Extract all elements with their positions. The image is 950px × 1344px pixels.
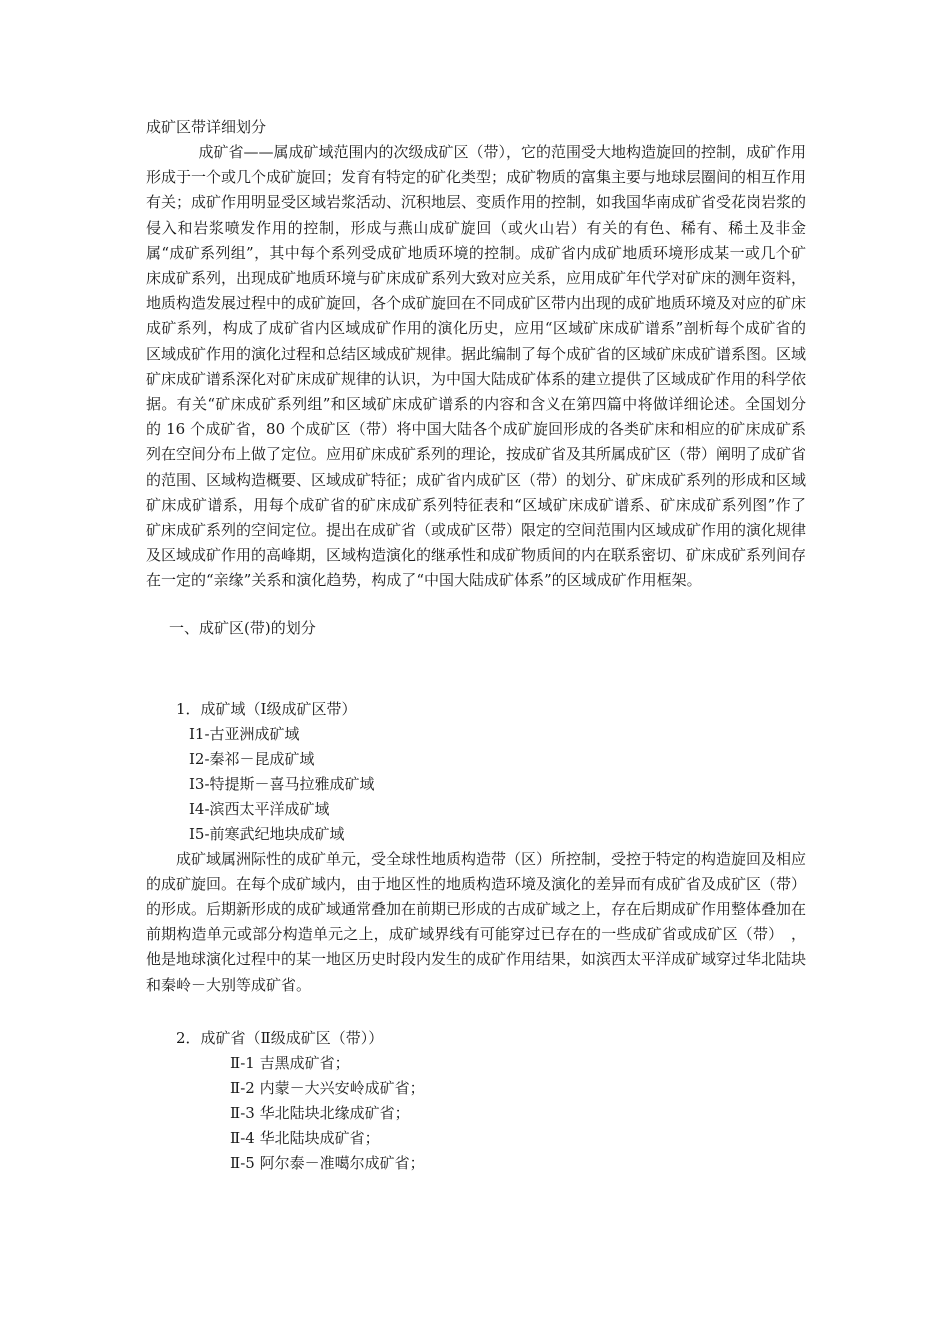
document-title: 成矿区带详细划分 xyxy=(146,118,267,136)
list-item: Ⅱ-3 华北陆块北缘成矿省； xyxy=(230,1103,410,1122)
list-item: Ⅱ-4 华北陆块成矿省； xyxy=(230,1128,380,1147)
list-item: Ⅰ3-特提斯－喜马拉雅成矿域 xyxy=(189,774,375,793)
list-item: Ⅰ1-古亚洲成矿域 xyxy=(189,724,300,743)
list-item: Ⅱ-1 吉黑成矿省； xyxy=(230,1053,350,1072)
intro-paragraph: 成矿省——属成矿域范围内的次级成矿区（带），它的范围受大地构造旋回的控制，成矿作用形成于一个或几个成矿旋回；发育有特定的矿化类型；成矿物质的富集主要与地球层圈间的相互作用有关；成矿作用明显受区域岩浆活动、沉积地层、变质作用的控制，如我国华南成矿省受花岗岩浆的侵入和岩浆喷发作用的控制，形成与燕山成矿旋回（或火山岩）有关的有色、稀有、稀土及非金属“成矿系列组”，其中每个系列受成矿地质环境的控制。成矿省内成矿地质环境形成某一或几个矿床成矿系列，出现成矿地质环境与矿床成矿系列大致对应关系，应用成矿年代学对矿床的测年资料，地质构造发展过程中的成矿旋回，各个成矿旋回在不同成矿区带内出现的成矿地质环境及对应的矿床成矿系列，构成了成矿省内区域成矿作用的演化历史，应用“区域矿床成矿谱系”剖析每个成矿省的区域成矿作用的演化过程和总结区域成矿规律。据此编制了每个成矿省的区域矿床成矿谱系图。区域矿床成矿谱系深化对矿床成矿规律的认识，为中国大陆成矿体系的建立提供了区域成矿作用的科学依据。有关“矿床成矿系列组”和区域矿床成矿谱系的内容和含义在第四篇中将做详细论述。全国划分的 16 个成矿省，80 个成矿区（带）将中国大陆各个成矿旋回形成的各类矿床和相应的矿床成矿系列在空间分布上做了定位。应用矿床成矿系列的理论，按成矿省及其所属成矿区（带）阐明了成矿省的范围、区域构造概要、区域成矿特征；成矿省内成矿区（带）的划分、矿床成矿系列的形成和区域矿床成矿谱系，用每个成矿省的矿床成矿系列特征表和“区域矿床成矿谱系、矿床成矿系列图”作了矿床成矿系列的空间定位。提出在成矿省（或成矿区带）限定的空间范围内区域成矿作用的演化规律及区域成矿作用的高峰期，区域构造演化的继承性和成矿物质间的内在联系密切、矿床成矿系列间存在一定的“亲缘”关系和演化趋势，构成了“中国大陆成矿体系”的区域成矿作用框架。 xyxy=(146,143,807,590)
list-item: Ⅱ-2 内蒙－大兴安岭成矿省； xyxy=(230,1078,425,1097)
list-item: Ⅱ-5 阿尔泰－准噶尔成矿省； xyxy=(230,1153,425,1172)
section-heading: 一、成矿区(带)的划分 xyxy=(169,618,316,637)
domain-list xyxy=(189,722,806,847)
list-item: Ⅰ4-滨西太平洋成矿域 xyxy=(189,799,330,818)
list-item: Ⅰ5-前寒武纪地块成矿域 xyxy=(189,824,345,843)
subsection-heading-2: 2．成矿省（Ⅱ级成矿区（带）） xyxy=(176,1028,384,1047)
domain-paragraph: 成矿域属洲际性的成矿单元，受全球性地质构造带（区）所控制，受控于特定的构造旋回及相应的成矿旋回。在每个成矿域内，由于地区性的地质构造环境及演化的差异而有成矿省及成矿区（带）的形成。后期新形成的成矿域通常叠加在前期已形成的古成矿域之上，存在后期成矿作用整体叠加在前期构造单元或部分构造单元之上，成矿域界线有可能穿过已存在的一些成矿省或成矿区（带） ，他是地球演化过程中的某一地区历史时段内发生的成矿作用结果，如滨西太平洋成矿域穿过华北陆块和秦岭－大别等成矿省。 xyxy=(146,849,807,994)
document-body xyxy=(146,115,806,1176)
province-list xyxy=(230,1051,806,1176)
subsection-heading-1: 1．成矿域（Ⅰ级成矿区带） xyxy=(176,699,357,718)
list-item: Ⅰ2-秦祁－昆成矿域 xyxy=(189,749,315,768)
